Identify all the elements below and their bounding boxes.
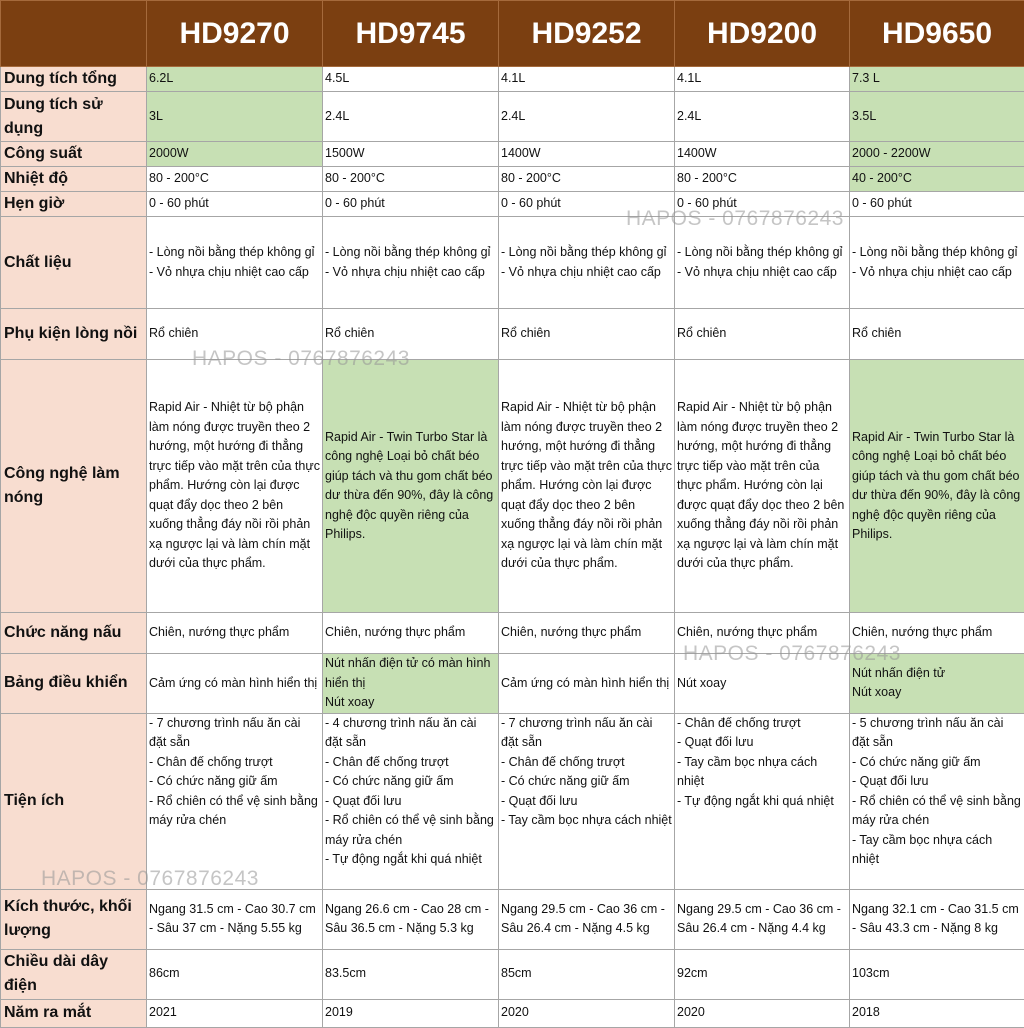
table-row <box>1 889 1024 949</box>
model-header: HD9745 <box>323 1 499 67</box>
spec-cell: Chiên, nướng thực phẩm <box>323 613 499 654</box>
spec-cell: 103cm <box>850 949 1024 999</box>
spec-cell: Cảm ứng có màn hình hiển thị <box>147 654 323 714</box>
spec-cell: Chiên, nướng thực phẩm <box>675 613 850 654</box>
spec-cell: 7.3 L <box>850 67 1024 92</box>
row-label: Tiện ích <box>1 713 147 889</box>
model-header: HD9200 <box>675 1 850 67</box>
table-row <box>1 613 1024 654</box>
spec-cell: 0 - 60 phút <box>850 192 1024 217</box>
spec-cell: 6.2L <box>147 67 323 92</box>
spec-cell: 92cm <box>675 949 850 999</box>
table-row <box>1 309 1024 360</box>
spec-cell: Ngang 32.1 cm - Cao 31.5 cm - Sâu 43.3 cm - Nặng 8 kg <box>850 889 1024 949</box>
spec-cell: - 7 chương trình nấu ăn cài đặt sẵn - Chân đế chống trượt - Có chức năng giữ ấm - Rổ chiên có thể vệ sinh bằng máy rửa chén <box>147 713 323 889</box>
spec-cell: - Lòng nồi bằng thép không gỉ - Vỏ nhựa chịu nhiệt cao cấp <box>499 217 675 309</box>
spec-cell: Cảm ứng có màn hình hiển thị <box>499 654 675 714</box>
spec-cell: 4.1L <box>675 67 850 92</box>
spec-cell: Ngang 29.5 cm - Cao 36 cm - Sâu 26.4 cm - Nặng 4.4 kg <box>675 889 850 949</box>
spec-cell: 1400W <box>675 142 850 167</box>
row-label: Chức năng nấu <box>1 613 147 654</box>
spec-cell: Rapid Air - Nhiệt từ bộ phận làm nóng được truyền theo 2 hướng, một hướng đi thẳng trực tiếp vào mặt trên của thực phẩm. Hướng còn lại được quạt đẩy dọc theo 2 bên xuống thẳng đáy nồi rồi phản xạ ngược lại và làm chín mặt dưới của thực phẩm. <box>147 360 323 613</box>
spec-cell: Ngang 31.5 cm - Cao 30.7 cm - Sâu 37 cm - Nặng 5.55 kg <box>147 889 323 949</box>
spec-cell: Nút xoay <box>675 654 850 714</box>
row-label: Công nghệ làm nóng <box>1 360 147 613</box>
row-label: Năm ra mắt <box>1 999 147 1027</box>
spec-cell: 83.5cm <box>323 949 499 999</box>
table-row <box>1 999 1024 1027</box>
spec-cell: 80 - 200°C <box>147 167 323 192</box>
watermark: HAPOS - 0767876243 <box>626 207 844 231</box>
spec-cell: - 7 chương trình nấu ăn cài đặt sẵn - Chân đế chống trượt - Có chức năng giữ ấm - Quạt đối lưu - Tay cầm bọc nhựa cách nhiệt <box>499 713 675 889</box>
row-label: Chiều dài dây điện <box>1 949 147 999</box>
row-label: Nhiệt độ <box>1 167 147 192</box>
row-label: Bảng điều khiển <box>1 654 147 714</box>
spec-cell: Rổ chiên <box>323 309 499 360</box>
watermark: HAPOS - 0767876243 <box>192 347 410 371</box>
spec-cell: 2.4L <box>323 92 499 142</box>
model-header: HD9270 <box>147 1 323 67</box>
header-corner <box>1 1 147 67</box>
spec-cell: Rapid Air - Twin Turbo Star là công nghệ Loại bỏ chất béo giúp tách và thu gom chất béo dư thừa đến 90%, đây là công nghệ độc quyền riêng của Philips. <box>323 360 499 613</box>
spec-cell: 2000 - 2200W <box>850 142 1024 167</box>
watermark: HAPOS - 0767876243 <box>41 867 259 891</box>
spec-cell: Rổ chiên <box>147 309 323 360</box>
spec-cell: 2019 <box>323 999 499 1027</box>
table-row <box>1 654 1024 714</box>
table-row <box>1 217 1024 309</box>
header-row <box>1 1 1024 67</box>
spec-cell: 2.4L <box>675 92 850 142</box>
spec-cell: 1500W <box>323 142 499 167</box>
row-label: Chất liệu <box>1 217 147 309</box>
spec-cell: - Lòng nồi bằng thép không gỉ - Vỏ nhựa chịu nhiệt cao cấp <box>675 217 850 309</box>
spec-cell: Nút nhấn điện tử Nút xoay <box>850 654 1024 714</box>
spec-cell: 0 - 60 phút <box>323 192 499 217</box>
spec-cell: 4.5L <box>323 67 499 92</box>
spec-cell: Ngang 29.5 cm - Cao 36 cm - Sâu 26.4 cm - Nặng 4.5 kg <box>499 889 675 949</box>
spec-cell: - Lòng nồi bằng thép không gỉ - Vỏ nhựa chịu nhiệt cao cấp <box>850 217 1024 309</box>
row-label: Dung tích sử dụng <box>1 92 147 142</box>
spec-body <box>1 67 1024 1028</box>
row-label: Kích thước, khối lượng <box>1 889 147 949</box>
spec-cell: 3.5L <box>850 92 1024 142</box>
row-label: Hẹn giờ <box>1 192 147 217</box>
table-row <box>1 360 1024 613</box>
spec-cell: 0 - 60 phút <box>499 192 675 217</box>
spec-cell: 2018 <box>850 999 1024 1027</box>
spec-cell: Chiên, nướng thực phẩm <box>850 613 1024 654</box>
table-row <box>1 142 1024 167</box>
spec-cell: 0 - 60 phút <box>147 192 323 217</box>
spec-cell: 86cm <box>147 949 323 999</box>
model-header: HD9252 <box>499 1 675 67</box>
spec-cell: 2020 <box>499 999 675 1027</box>
spec-cell: - Lòng nồi bằng thép không gỉ - Vỏ nhựa chịu nhiệt cao cấp <box>323 217 499 309</box>
table-row <box>1 92 1024 142</box>
spec-cell: - Lòng nồi bằng thép không gỉ - Vỏ nhựa chịu nhiệt cao cấp <box>147 217 323 309</box>
spec-cell: 0 - 60 phút <box>675 192 850 217</box>
row-label: Công suất <box>1 142 147 167</box>
table-row <box>1 67 1024 92</box>
spec-cell: 80 - 200°C <box>499 167 675 192</box>
spec-cell: 1400W <box>499 142 675 167</box>
spec-cell: 80 - 200°C <box>675 167 850 192</box>
table-row <box>1 713 1024 889</box>
spec-cell: Chiên, nướng thực phẩm <box>147 613 323 654</box>
spec-cell: Ngang 26.6 cm - Cao 28 cm - Sâu 36.5 cm - Nặng 5.3 kg <box>323 889 499 949</box>
spec-cell: 2000W <box>147 142 323 167</box>
spec-cell: 4.1L <box>499 67 675 92</box>
spec-cell: 2021 <box>147 999 323 1027</box>
table-row <box>1 167 1024 192</box>
spec-cell: Rapid Air - Twin Turbo Star là công nghệ Loại bỏ chất béo giúp tách và thu gom chất béo dư thừa đến 90%, đây là công nghệ độc quyền riêng của Philips. <box>850 360 1024 613</box>
spec-cell: Chiên, nướng thực phẩm <box>499 613 675 654</box>
spec-cell: 3L <box>147 92 323 142</box>
spec-cell: Rổ chiên <box>499 309 675 360</box>
spec-cell: 80 - 200°C <box>323 167 499 192</box>
spec-cell: - 5 chương trình nấu ăn cài đặt sẵn - Có chức năng giữ ấm - Quạt đối lưu - Rổ chiên có thể vệ sinh bằng máy rửa chén - Tay cầm bọc nhựa cách nhiệt <box>850 713 1024 889</box>
spec-cell: Rapid Air - Nhiệt từ bộ phận làm nóng được truyền theo 2 hướng, một hướng đi thẳng trực tiếp vào mặt trên của thực phẩm. Hướng còn lại được quạt đẩy dọc theo 2 bên xuống thẳng đáy nồi rồi phản xạ ngược lại và làm chín mặt dưới của thực phẩm. <box>675 360 850 613</box>
spec-cell: 2.4L <box>499 92 675 142</box>
spec-cell: - 4 chương trình nấu ăn cài đặt sẵn - Chân đế chống trượt - Có chức năng giữ ấm - Quạt đối lưu - Rổ chiên có thể vệ sinh bằng máy rửa chén - Tự động ngắt khi quá nhiệt <box>323 713 499 889</box>
spec-cell: - Chân đế chống trượt - Quạt đối lưu - Tay cầm bọc nhựa cách nhiệt - Tự động ngắt khi quá nhiệt <box>675 713 850 889</box>
spec-cell: Rổ chiên <box>850 309 1024 360</box>
spec-cell: 85cm <box>499 949 675 999</box>
spec-cell: Rapid Air - Nhiệt từ bộ phận làm nóng được truyền theo 2 hướng, một hướng đi thẳng trực tiếp vào mặt trên của thực phẩm. Hướng còn lại được quạt đẩy dọc theo 2 bên xuống thẳng đáy nồi rồi phản xạ ngược lại và làm chín mặt dưới của thực phẩm. <box>499 360 675 613</box>
watermark: HAPOS - 0767876243 <box>683 642 901 666</box>
spec-cell: 40 - 200°C <box>850 167 1024 192</box>
spec-cell: 2020 <box>675 999 850 1027</box>
row-label: Dung tích tổng <box>1 67 147 92</box>
spec-cell: Nút nhấn điện tử có màn hình hiển thị Nút xoay <box>323 654 499 714</box>
row-label: Phụ kiện lòng nồi <box>1 309 147 360</box>
spec-cell: Rổ chiên <box>675 309 850 360</box>
model-header: HD9650 <box>850 1 1024 67</box>
table-row <box>1 192 1024 217</box>
table-row <box>1 949 1024 999</box>
